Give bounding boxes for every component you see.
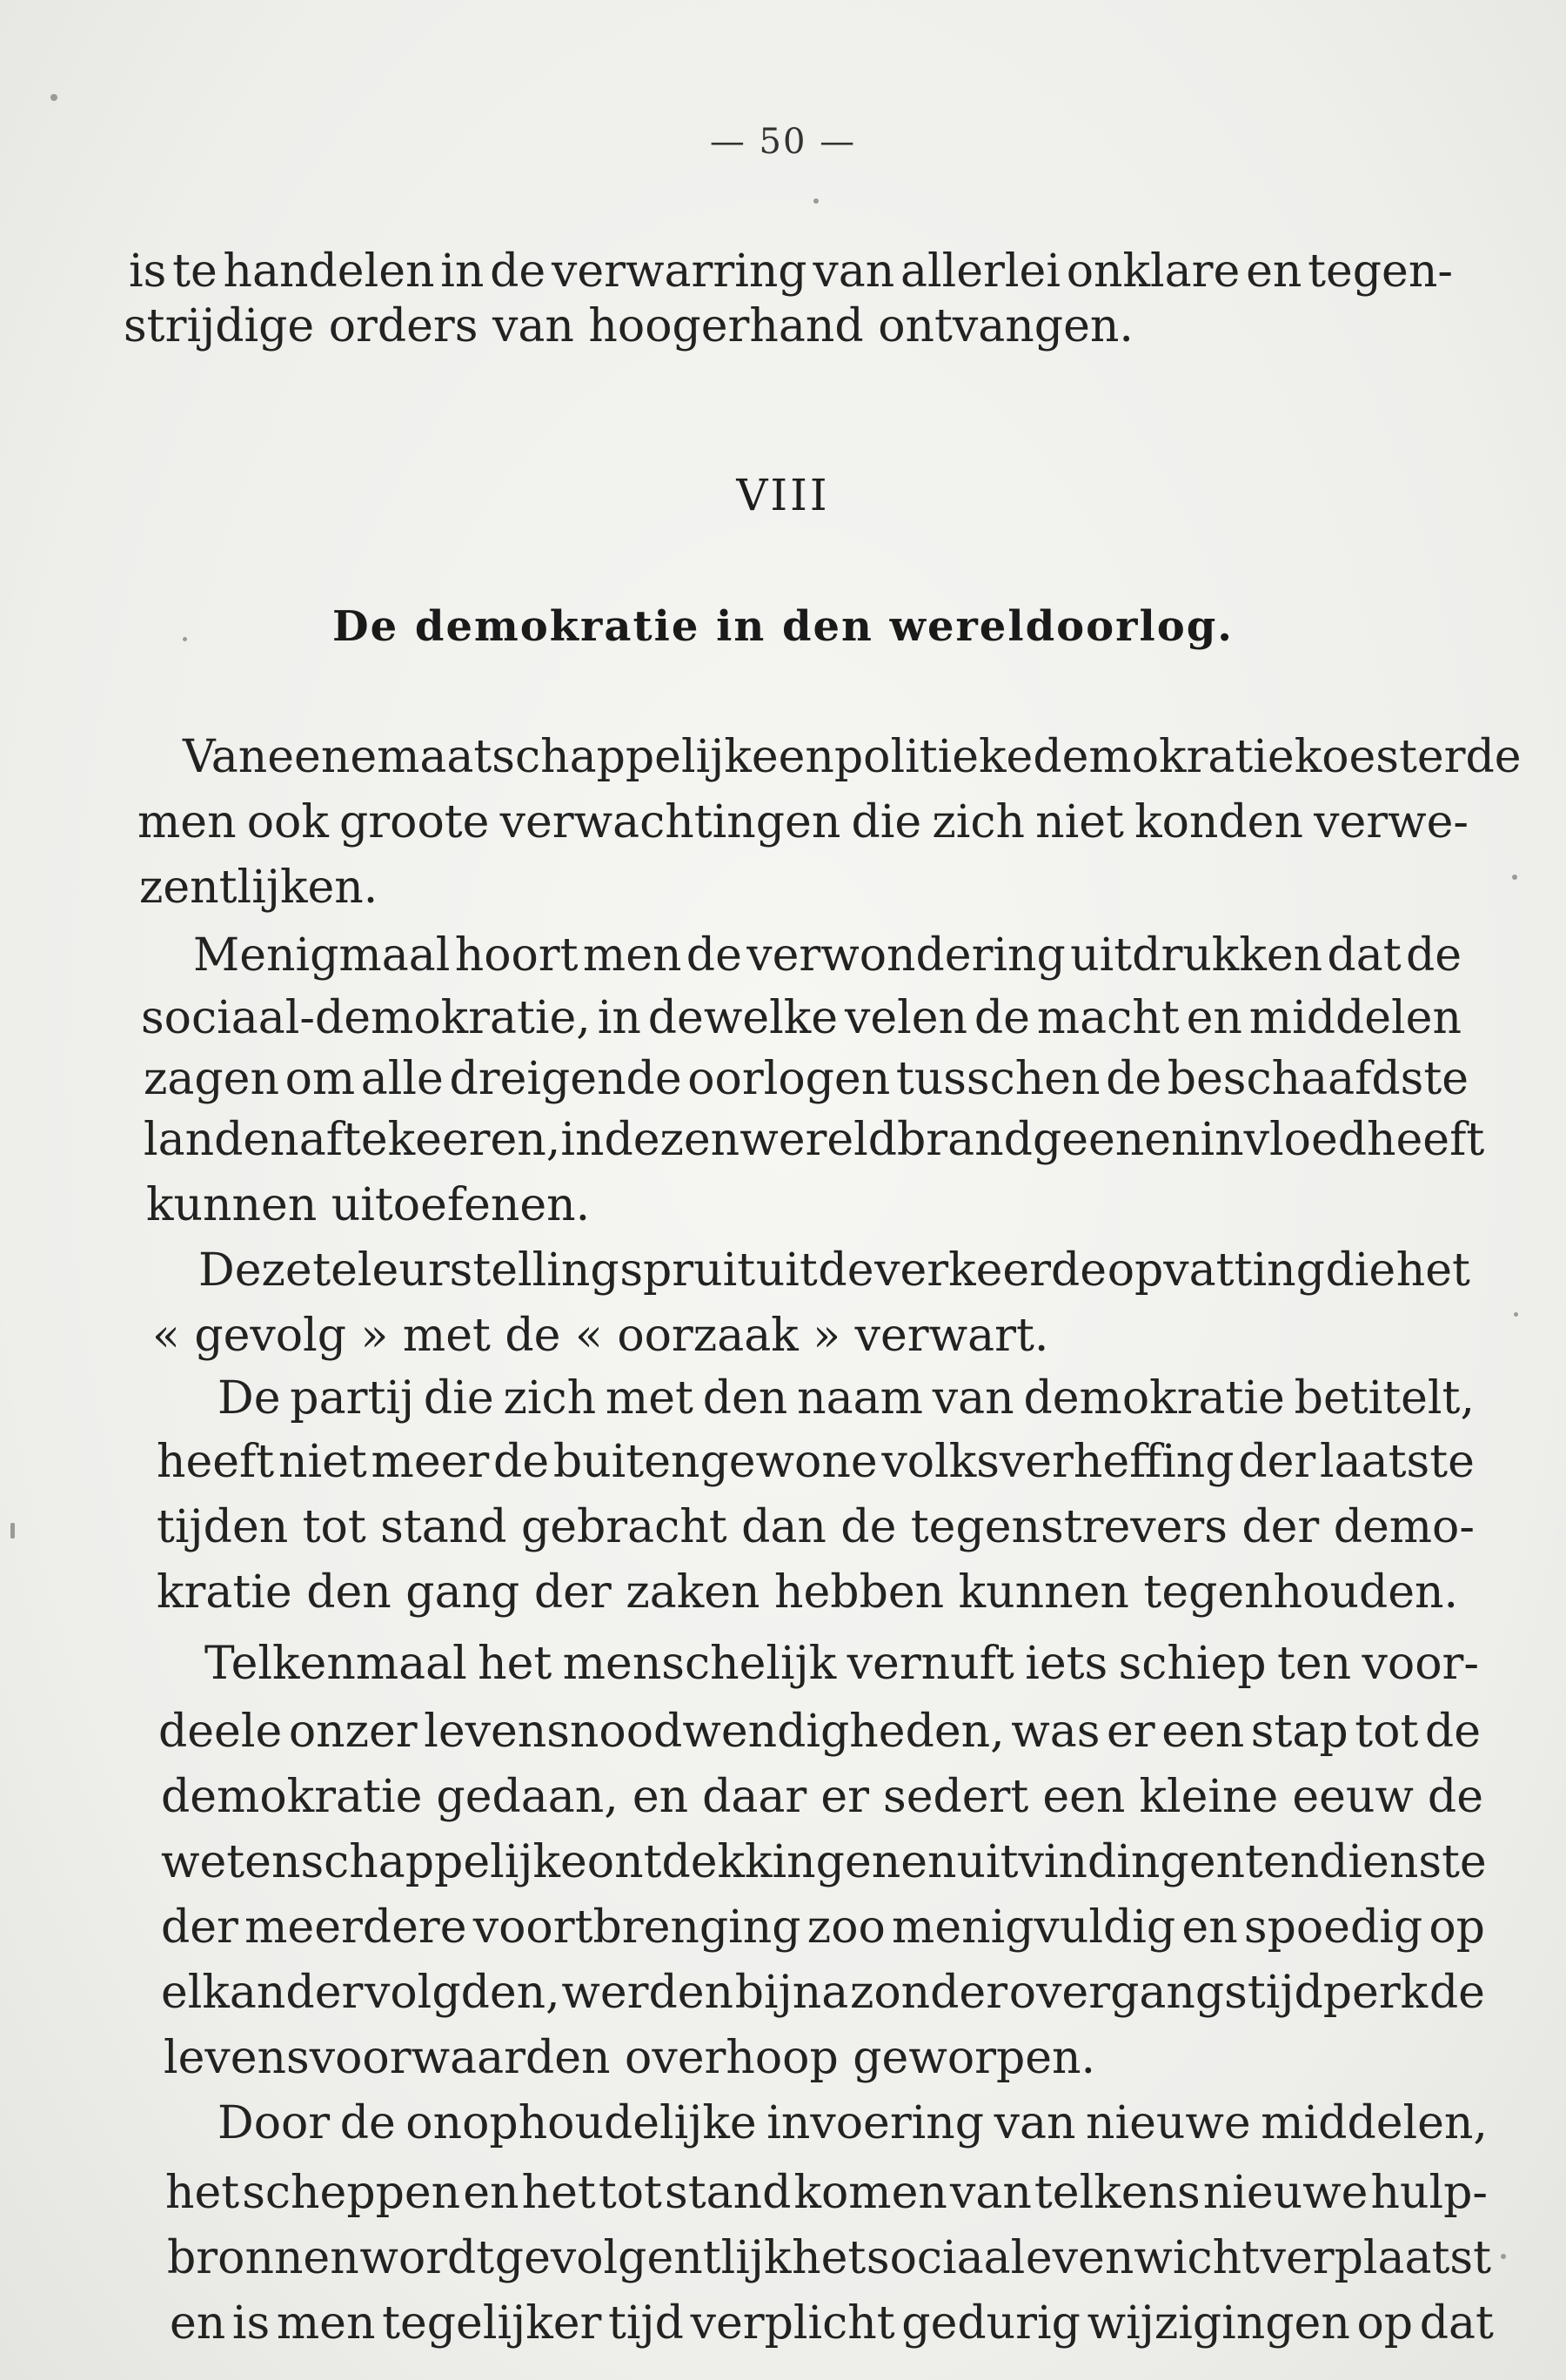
word: was (1011, 1706, 1101, 1758)
text-line: « gevolg » met de « oorzaak » verwart. (152, 1310, 1049, 1362)
scan-speck (1514, 1312, 1518, 1317)
word: is (129, 245, 167, 298)
word: het (792, 2232, 867, 2284)
word: tusschen (895, 1053, 1101, 1105)
word: en (1246, 245, 1302, 298)
word: zoo (806, 1901, 886, 1954)
word: met (605, 1372, 693, 1425)
word: op (1429, 1901, 1485, 1954)
word: Telkenmaal (204, 1638, 467, 1690)
word: kleine (1139, 1771, 1279, 1823)
word: sociaal (866, 2232, 1026, 2284)
word: werden (561, 1967, 734, 2019)
word: verwe- (1314, 796, 1469, 848)
word: tegelijker (382, 2297, 602, 2350)
word: ook (246, 796, 329, 848)
word: heeft (1367, 1114, 1485, 1166)
word: groote (339, 796, 490, 848)
text-line (158, 1706, 1481, 1758)
text-line: kunnen uitoefenen. (146, 1179, 591, 1231)
word: gedaan, (436, 1771, 619, 1823)
word: nieuwe (1202, 2167, 1369, 2219)
scan-speck (1501, 2254, 1506, 2259)
word: beschaafdste (1167, 1053, 1469, 1105)
word: is (231, 2297, 271, 2350)
word: keeren, (387, 1114, 561, 1166)
word: sedert (883, 1771, 1029, 1823)
word: meer (371, 1436, 490, 1488)
word: dat (1419, 2297, 1494, 2350)
word: deele (158, 1706, 283, 1758)
scan-speck (10, 1523, 15, 1539)
text-line (198, 1244, 1470, 1297)
word: het (521, 2167, 596, 2219)
word: eene (267, 731, 378, 783)
word: tijd (608, 2297, 684, 2350)
word: en (778, 731, 834, 783)
word: onophoudelijke (405, 2097, 757, 2149)
text-line (129, 245, 1453, 298)
word: de (686, 929, 742, 982)
word: in (597, 992, 641, 1044)
word: landen (144, 1114, 299, 1166)
word: tot (598, 2167, 662, 2219)
word: die (851, 796, 922, 848)
word: laatste (1320, 1436, 1475, 1488)
word: De (218, 1372, 281, 1425)
word: tijden (157, 1501, 289, 1553)
word: de (493, 1436, 550, 1488)
word: betitelt, (1294, 1372, 1475, 1425)
text-line (218, 2097, 1488, 2149)
word: Van (183, 731, 268, 783)
word: zagen (144, 1053, 279, 1105)
word: bronnen (167, 2232, 359, 2284)
text-line (218, 1372, 1475, 1425)
word: elkander (161, 1967, 364, 2019)
word: zich (932, 796, 1025, 848)
word: nieuwe (1086, 2097, 1251, 2149)
word: de (1429, 1967, 1485, 2019)
text-line (144, 1053, 1469, 1105)
word: middelen (1248, 992, 1462, 1044)
word: ontdekkingen (586, 1836, 901, 1888)
word: het (478, 1638, 552, 1690)
word: dreigende (449, 1053, 682, 1105)
word: onzer (288, 1706, 418, 1758)
word: politieke (833, 731, 1034, 783)
word: levensnoodwendigheden, (424, 1706, 1005, 1758)
word: en (170, 2297, 226, 2350)
text-line (157, 1501, 1475, 1553)
word: dezen (604, 1114, 740, 1166)
word: te (172, 245, 218, 298)
word: iets (1025, 1638, 1108, 1690)
word: wijzigingen (1087, 2297, 1350, 2350)
word: en (900, 1836, 957, 1888)
word: stand (380, 1501, 507, 1553)
text-line (183, 731, 1522, 783)
word: oorlogen (687, 1053, 891, 1105)
word: partij (290, 1372, 415, 1425)
word: meerdere (244, 1901, 467, 1954)
word: dewelke (647, 992, 839, 1044)
word: scheppen (242, 2167, 461, 2219)
word: verkeerde (874, 1244, 1108, 1297)
word: overgangstijdperk (1008, 1967, 1429, 2019)
word: de (974, 992, 1030, 1044)
word: er (1106, 1706, 1155, 1758)
word: telkens (1034, 2167, 1201, 2219)
word: niet (1035, 796, 1124, 848)
word: der (1241, 1501, 1320, 1553)
word: het (165, 2167, 240, 2219)
word: verwarring (551, 245, 807, 298)
word: in (440, 245, 485, 298)
word: volksverheffing (881, 1436, 1235, 1488)
word: teleurstelling (312, 1244, 619, 1297)
word: tegenstrevers (910, 1501, 1228, 1553)
text-line (161, 1901, 1485, 1954)
word: stap (1250, 1706, 1348, 1758)
word: Menigmaal (193, 929, 451, 982)
text-line: levensvoorwaarden overhoop geworpen. (164, 2032, 1096, 2084)
word: invloed (1200, 1114, 1368, 1166)
word: uitvindingen (956, 1836, 1245, 1888)
word: koesterde (1294, 731, 1522, 783)
word: verwachtingen (499, 796, 841, 848)
word: menschelijk (562, 1638, 837, 1690)
word: heeft (157, 1436, 275, 1488)
word: voortbrenging (472, 1901, 801, 1954)
word: van (949, 2167, 1032, 2219)
word: wordt (359, 2232, 495, 2284)
word: er (820, 1771, 869, 1823)
word: die (1325, 1244, 1396, 1297)
word: buitengewone (552, 1436, 878, 1488)
word: naam (797, 1372, 923, 1425)
scan-speck (813, 198, 819, 204)
word: menigvuldig (892, 1901, 1176, 1954)
word: evenwicht (1025, 2232, 1260, 2284)
word: komen (793, 2167, 947, 2219)
word: gevolgentlijk (494, 2232, 792, 2284)
word: Door (218, 2097, 331, 2149)
chapter-number: VIII (736, 470, 830, 520)
word: uit (755, 1244, 818, 1297)
word: van (813, 245, 895, 298)
word: ten (1276, 1638, 1352, 1690)
word: verwondering (746, 929, 1066, 982)
word: en (1181, 1901, 1238, 1954)
word: demo- (1333, 1501, 1475, 1553)
text-line (157, 1436, 1475, 1488)
word: tegen- (1308, 245, 1453, 298)
word: tot (302, 1501, 366, 1553)
word: zonder (849, 1967, 1008, 2019)
text-line (193, 929, 1462, 982)
word: op (1356, 2297, 1414, 2350)
word: de (339, 2097, 396, 2149)
scan-speck (1512, 875, 1517, 880)
word: een (1161, 1706, 1245, 1758)
word: bijna (734, 1967, 849, 2019)
text-line (161, 1836, 1487, 1888)
word: onklare (1066, 245, 1241, 298)
text-line (141, 992, 1462, 1044)
word: om (284, 1053, 356, 1105)
word: gedurig (901, 2297, 1081, 2350)
word: eeuw (1292, 1771, 1414, 1823)
word: men (137, 796, 237, 848)
word: dat (1327, 929, 1402, 982)
text-line (167, 2232, 1491, 2284)
word: demokratie (161, 1771, 423, 1823)
word: men (582, 929, 682, 982)
word: wetenschappelijke (161, 1836, 587, 1888)
word: der (1238, 1436, 1316, 1488)
word: gebracht (520, 1501, 727, 1553)
word: een (1042, 1771, 1126, 1823)
scan-speck (50, 94, 57, 101)
word: dienste (1319, 1836, 1487, 1888)
word: verplaatst (1260, 2232, 1491, 2284)
word: dan (741, 1501, 826, 1553)
word: en (1186, 992, 1242, 1044)
word: voor- (1362, 1638, 1479, 1690)
word: macht (1036, 992, 1180, 1044)
word: tot (1355, 1706, 1419, 1758)
word: alle (360, 1053, 444, 1105)
text-line (161, 1967, 1485, 2019)
text-line (170, 2297, 1494, 2350)
word: schiep (1118, 1638, 1267, 1690)
word: demokratie (1023, 1372, 1285, 1425)
word: de (1106, 1053, 1162, 1105)
word: in (560, 1114, 605, 1166)
word: den (702, 1372, 788, 1425)
word: van (932, 1372, 1014, 1425)
word: van (994, 2097, 1076, 2149)
text-line: zentlijken. (139, 861, 378, 914)
word: sociaal-demokratie, (141, 992, 591, 1044)
word: de (840, 1501, 897, 1553)
text-line (204, 1638, 1479, 1690)
word: vernuft (847, 1638, 1014, 1690)
word: de (1405, 929, 1462, 982)
word: de (818, 1244, 874, 1297)
word: men (276, 2297, 376, 2350)
word: verplicht (690, 2297, 895, 2350)
word: demokratie (1033, 731, 1295, 783)
text-line (165, 2167, 1488, 2219)
word: geenen (1032, 1114, 1201, 1166)
word: daar (702, 1771, 807, 1823)
word: hulp- (1370, 2167, 1488, 2219)
word: wereldbrand (740, 1114, 1033, 1166)
text-line (137, 796, 1469, 848)
word: opvatting (1107, 1244, 1325, 1297)
section-title: De demokratie in den wereldoorlog. (332, 602, 1234, 651)
word: allerlei (900, 245, 1061, 298)
word: spruit (619, 1244, 756, 1297)
word: middelen, (1261, 2097, 1488, 2149)
page-number: — 50 — (709, 122, 857, 162)
word: de (490, 245, 546, 298)
word: handelen (223, 245, 435, 298)
word: af (298, 1114, 343, 1166)
word: ten (1244, 1836, 1320, 1888)
word: invoering (766, 2097, 985, 2149)
word: uitdrukken (1070, 929, 1323, 982)
text-line: strijdige orders van hoogerhand ontvangen. (124, 300, 1134, 352)
text-line (144, 1114, 1485, 1166)
text-line: kratie den gang der zaken hebben kunnen tegenhouden. (157, 1566, 1459, 1619)
word: stand (665, 2167, 792, 2219)
text-line (161, 1771, 1483, 1823)
scan-speck (183, 637, 187, 641)
word: en (632, 1771, 689, 1823)
word: de (1427, 1771, 1483, 1823)
word: die (423, 1372, 494, 1425)
word: velen (844, 992, 967, 1044)
word: zich (503, 1372, 597, 1425)
word: het (1395, 1244, 1470, 1297)
word: hoort (454, 929, 579, 982)
word: maatschappelijke (377, 731, 779, 783)
word: en (463, 2167, 519, 2219)
word: de (1424, 1706, 1481, 1758)
word: spoedig (1243, 1901, 1423, 1954)
word: volgden, (365, 1967, 560, 2019)
word: konden (1134, 796, 1303, 848)
word: niet (278, 1436, 367, 1488)
word: te (342, 1114, 388, 1166)
word: Deze (198, 1244, 312, 1297)
word: der (161, 1901, 238, 1954)
